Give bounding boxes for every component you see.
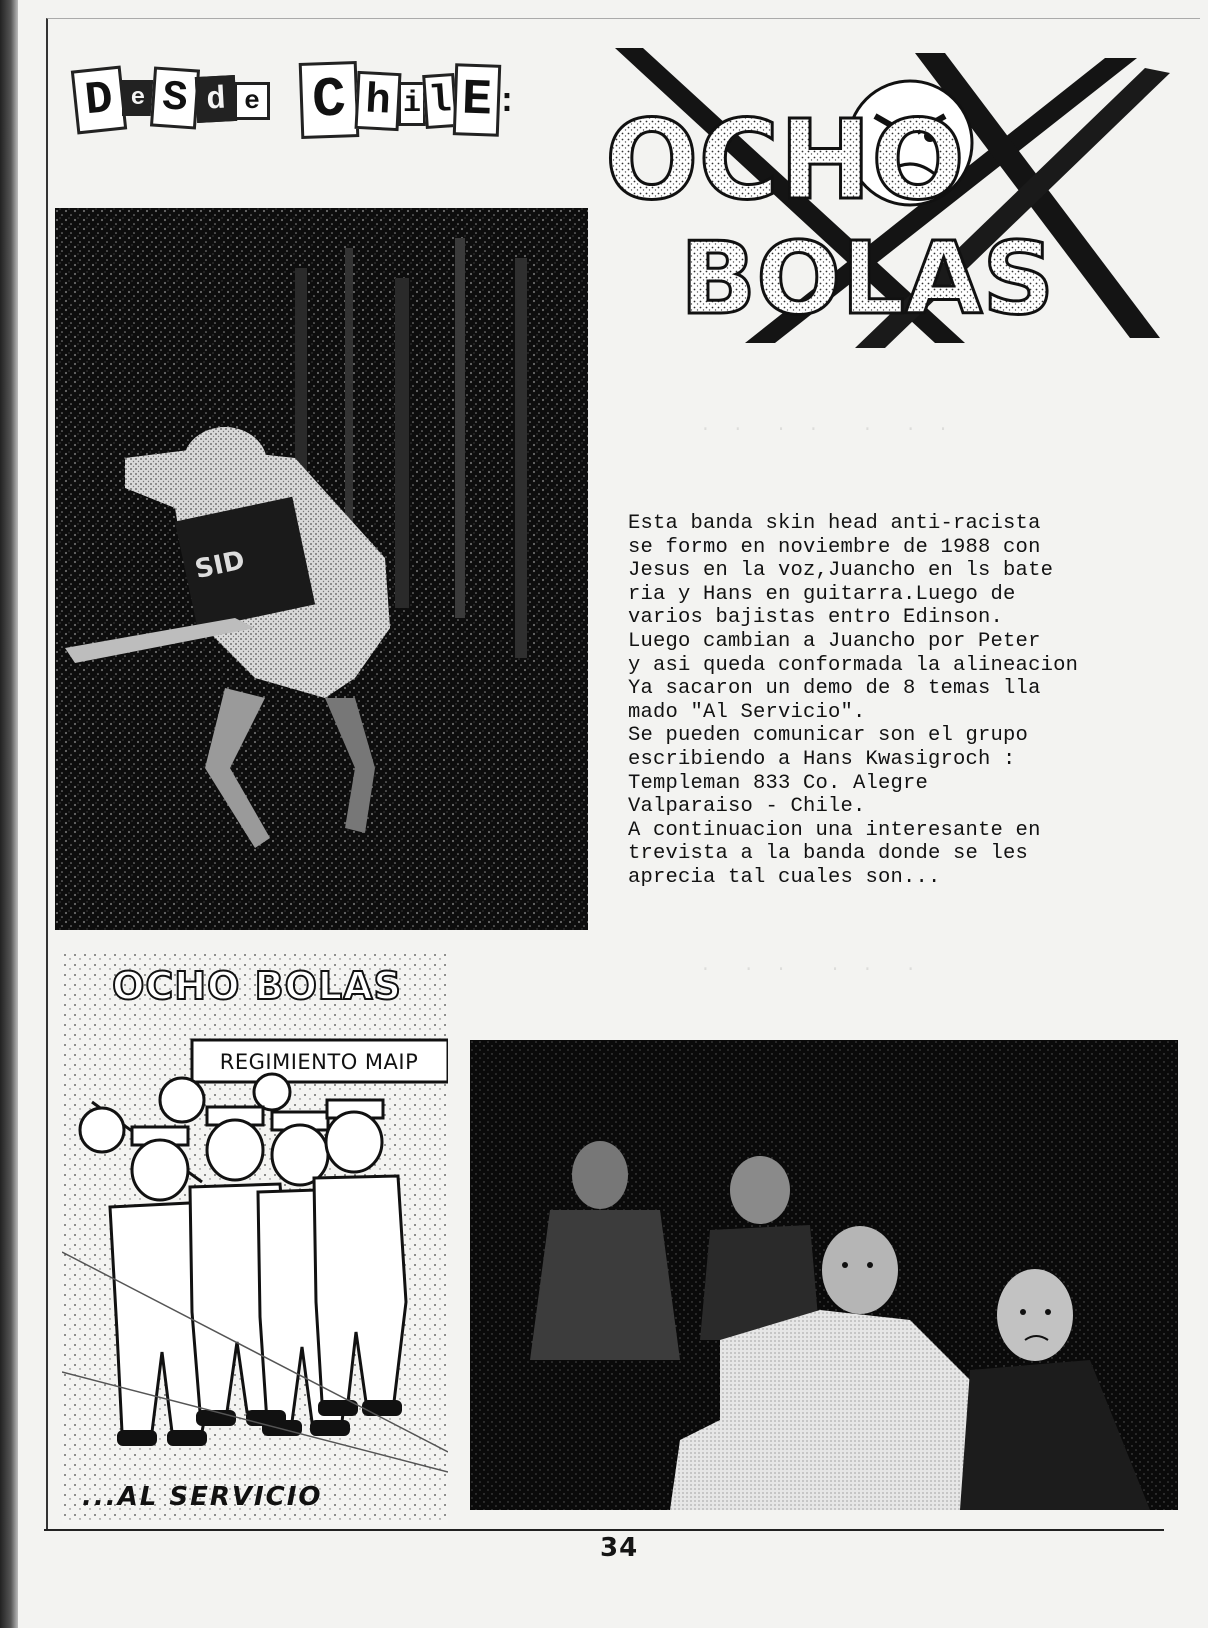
- binding-edge: [0, 0, 18, 1628]
- article-line: Ya sacaron un demo de 8 temas lla: [628, 677, 1041, 701]
- title-letter: e: [234, 82, 270, 120]
- cover-caption: ...AL SERVICIO: [82, 1482, 323, 1512]
- band-logo-graphic: [585, 48, 1175, 350]
- logo-word-bolas: BOLAS: [680, 220, 1055, 337]
- logo-word-ocho: OCHO: [605, 96, 965, 224]
- band-logo: [585, 48, 1175, 350]
- article-line: escribiendo a Hans Kwasigroch :: [628, 747, 1016, 771]
- title-letter: d: [195, 75, 237, 123]
- title-letter: D: [71, 66, 127, 135]
- title-letter: l: [422, 73, 458, 129]
- article-line: varios bajistas entro Edinson.: [628, 606, 1004, 630]
- title-letter: S: [150, 66, 200, 129]
- article-line: Se pueden comunicar son el grupo: [628, 724, 1029, 748]
- article-line: ria y Hans en guitarra.Luego de: [628, 582, 1016, 606]
- show-through: · · · · · ·: [700, 960, 917, 980]
- article-line: A continuacion una interesante en: [628, 818, 1041, 842]
- page-title: [64, 58, 534, 148]
- article-line: Templeman 833 Co. Alegre: [628, 771, 929, 795]
- article-line: Jesus en la voz,Juancho en ls bate: [628, 559, 1054, 583]
- title-letter: E: [453, 63, 501, 137]
- svg-text:SID: SID: [192, 545, 248, 586]
- article-line: aprecia tal cuales son...: [628, 865, 941, 889]
- title-letter: :: [496, 84, 518, 122]
- cover-band-logo: OCHO BOLAS: [112, 964, 402, 1008]
- article-line: y asi queda conformada la alineacion: [628, 653, 1079, 677]
- band-photo: [470, 1040, 1178, 1510]
- article-line: mado "Al Servicio".: [628, 700, 866, 724]
- title-letter: e: [122, 80, 154, 116]
- cover-sign: REGIMIENTO MAIP: [219, 1050, 419, 1074]
- demo-cover: [62, 952, 448, 1524]
- title-letter: h: [355, 71, 402, 131]
- band-photo-image: [470, 1040, 1178, 1510]
- page-number: 34: [600, 1533, 639, 1563]
- title-letter: C: [299, 61, 360, 139]
- article-line: Luego cambian a Juancho por Peter: [628, 629, 1041, 653]
- article-line: Valparaiso - Chile.: [628, 795, 866, 819]
- title-letter: i: [398, 82, 426, 126]
- bottom-rule: [44, 1529, 1164, 1531]
- article-line: Esta banda skin head anti-racista: [628, 512, 1041, 535]
- show-through: · · · · · · ·: [700, 420, 949, 440]
- article-text: [628, 512, 1188, 890]
- demo-cover-illustration: [62, 952, 448, 1524]
- article-line: trevista a la banda donde se les: [628, 842, 1029, 866]
- live-photo: [55, 208, 588, 930]
- live-photo-image: [55, 208, 588, 930]
- article-line: se formo en noviembre de 1988 con: [628, 535, 1041, 559]
